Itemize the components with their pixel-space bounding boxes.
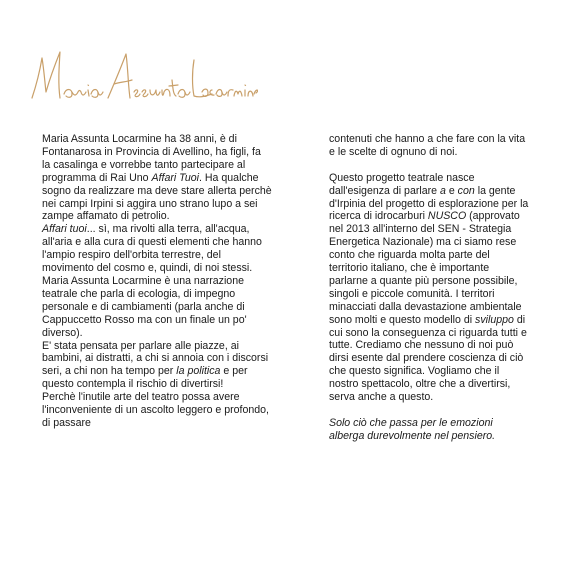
signature-logo xyxy=(28,40,258,110)
theatre-paragraph: Perchè l'inutile arte del teatro possa avere l'inconveniente di un ascolto leggero e profondo, di passare xyxy=(42,391,270,429)
narration-paragraph: Maria Assunta Locarmine è una narrazione teatrale che parla di ecologia, di impegno personale e di cambiamenti (parla anche di Cappuccetto Rosso ma con un finale un po' diverso). xyxy=(42,274,247,339)
left-text-column xyxy=(42,133,272,430)
right-text-column xyxy=(329,133,529,443)
show-title: Affari Tuoi xyxy=(151,171,200,184)
show-title: Affari tuoi xyxy=(42,223,87,236)
affari-tuoi-paragraph: Affari tuoi... sì, ma rivolti alla terra, all'acqua, all'aria e alla cura di questi elementi che hanno l'ampio respiro dell'orbita terrestre, del movimento del cosmo e, quindi, di noi stessi. xyxy=(42,223,262,275)
closing-quote: Solo ciò che passa per le emozioni alberga durevolmente nel pensiero. xyxy=(329,416,496,442)
intro-paragraph: Maria Assunta Locarmine ha 38 anni, è di Fontanarosa in Provincia di Avellino, ha figli, fa la casalinga e vorrebbe tanto partecipare al programma di Rai Uno Affari Tuoi. Ha qualche sogno da realizzare ma deve stare allerta perchè nei campi Irpini si aggira uno strano lupo a sei zampe affamato di petrolio. xyxy=(42,133,272,223)
continuation-paragraph: contenuti che hanno a che fare con la vita e le scelte di ognuno di noi. xyxy=(329,133,526,158)
project-paragraph: Questo progetto teatrale nasce dall'esigenza di parlare a e con la gente d'Irpinia del progetto di esplorazione per la ricerca di idrocarburi NUSCO (approvato nel 2013 all'interno del SEN - Strategia Energetica Nazionale) ma ci siamo rese conto che riguarda molta parte del territorio italiano, che è importante parlarne a quante più persone possibile, singoli e piccole comunità. I territori minacciati dalla devastazione ambientale sono molti e questo modello di sviluppo di cui sono la conseguenza ci riguarda tutti e tutte. Crediamo che nessuno di noi può dirsi esente dal prendere coscienza di ciò che questo significa. Vogliamo che il nostro spettacolo, oltre che a divertirsi, serva anche a questo. xyxy=(329,171,529,404)
audience-paragraph: E' stata pensata per parlare alle piazze, ai bambini, ai distratti, a chi si annoia con i discorsi seri, a chi non ha tempo per la politica e per questo contempla il rischio di divertirsi! xyxy=(42,339,269,391)
